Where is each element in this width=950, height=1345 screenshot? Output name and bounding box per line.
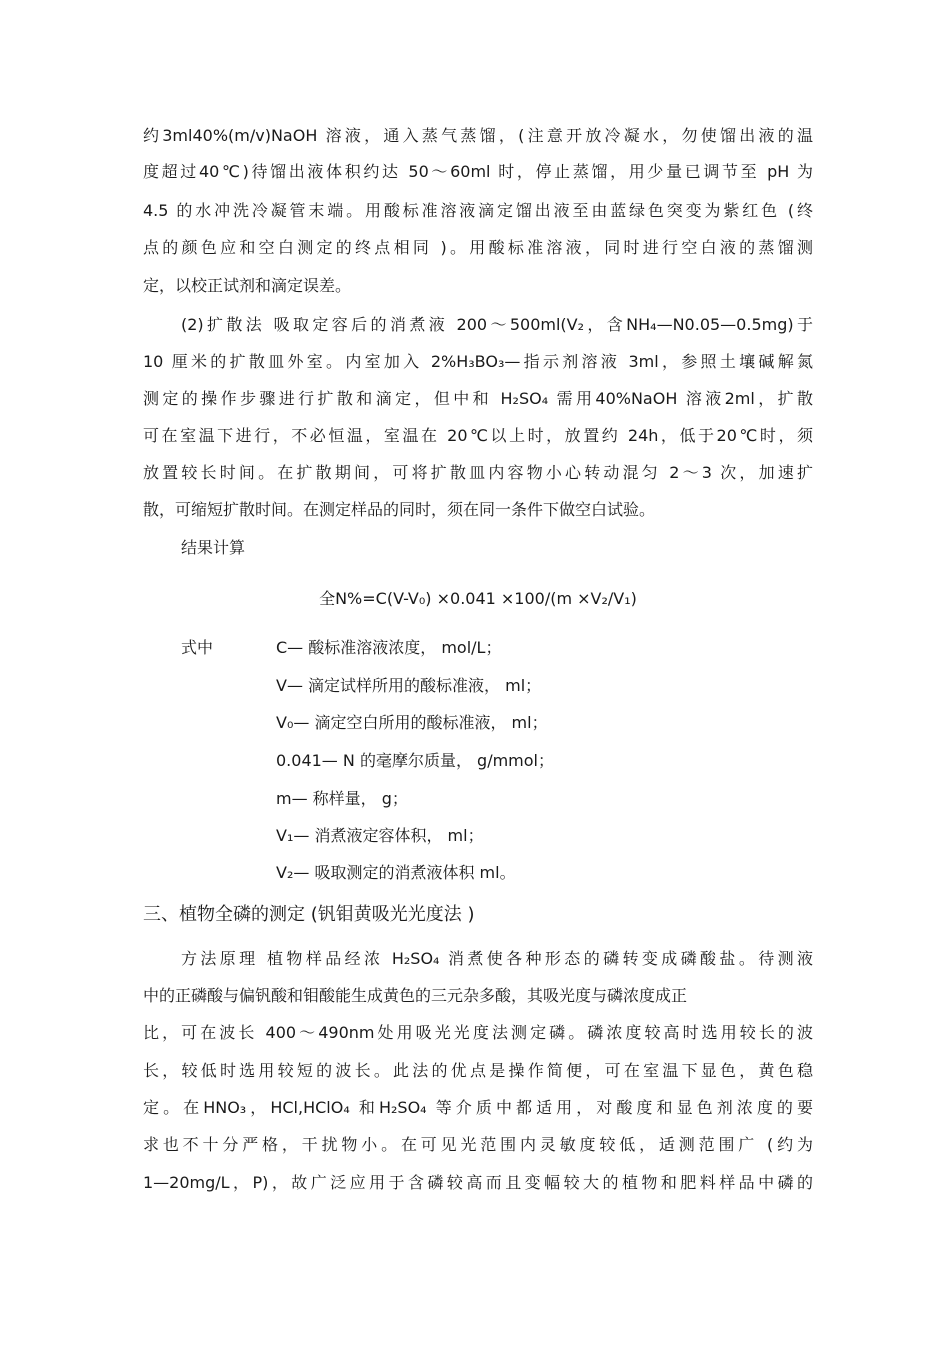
variable-definitions-label: 式中: [181, 638, 214, 657]
text-line: 1—20mg/L，P)，故广泛应用于含磷较高而且变幅较大的植物和肥料样品中磷的: [143, 1173, 813, 1192]
variable-definition: V₂— 吸取测定的消煮液体积 ml。: [276, 863, 516, 882]
variable-definition: m— 称样量， g；: [276, 789, 408, 808]
text-line: 比，可在波长 400～490nm处用吸光光度法测定磷。磷浓度较高时选用较长的波: [143, 1023, 813, 1042]
text-line: 点的颜色应和空白测定的终点相同 )。用酸标准溶液，同时进行空白液的蒸馏测: [143, 238, 813, 257]
text-line: 测定的操作步骤进行扩散和滴定，但中和 H₂SO₄ 需用40%NaOH 溶液2ml，扩散: [143, 389, 813, 408]
variable-definition: V— 滴定试样所用的酸标准液， ml；: [276, 676, 542, 695]
text-line: 放置较长时间。在扩散期间，可将扩散皿内容物小心转动混匀 2～3 次，加速扩: [143, 463, 813, 482]
section-heading: 三、植物全磷的测定 (钒钼黄吸光光度法 ): [143, 904, 475, 925]
text-line: 求也不十分严格，干扰物小。在可见光范围内灵敏度较低，适测范围广 (约为: [143, 1135, 813, 1154]
text-line: 散，可缩短扩散时间。在测定样品的同时，须在同一条件下做空白试验。: [143, 500, 656, 519]
text-line: 定。在HNO₃，HCl,HClO₄ 和H₂SO₄ 等介质中都适用，对酸度和显色剂浓度的要: [143, 1098, 813, 1117]
text-line: 4.5 的水冲洗冷凝管末端。用酸标准溶液滴定馏出液至由蓝绿色突变为紫红色 (终: [143, 201, 813, 220]
text-line: 长，较低时选用较短的波长。此法的优点是操作简便，可在室温下显色，黄色稳: [143, 1061, 813, 1080]
variable-definition: V₁— 消煮液定容体积， ml；: [276, 826, 484, 845]
section-label: 结果计算: [181, 538, 246, 557]
text-line: 10 厘米的扩散皿外室。内室加入 2%H₃BO₃—指示剂溶液 3ml，参照土壤碱解氮: [143, 352, 813, 371]
variable-definition: C— 酸标准溶液浓度， mol/L；: [276, 638, 502, 657]
text-line: 方法原理 植物样品经浓 H₂SO₄ 消煮使各种形态的磷转变成磷酸盐。待测液: [181, 949, 813, 968]
text-line: 定，以校正试剂和滴定误差。: [143, 276, 352, 295]
text-line: 约3ml40%(m/v)NaOH 溶液，通入蒸气蒸馏，(注意开放冷凝水，勿使馏出液的温: [143, 126, 813, 145]
text-line: 可在室温下进行，不必恒温，室温在 20℃以上时，放置约 24h，低于20℃时，须: [143, 426, 813, 445]
variable-definition: V₀— 滴定空白所用的酸标准液， ml；: [276, 713, 548, 732]
text-line: 度超过40℃)待馏出液体积约达 50～60ml 时，停止蒸馏，用少量已调节至 pH 为: [143, 162, 813, 181]
variable-definition: 0.041— N 的毫摩尔质量， g/mmol；: [276, 751, 554, 770]
text-line: (2)扩散法 吸取定容后的消煮液 200～500ml(V₂，含NH₄—N0.05—0.5mg)于: [181, 315, 813, 334]
formula: 全N%=C(V-V₀) ×0.041 ×100/(m ×V₂/V₁): [319, 589, 637, 608]
text-line: 中的正磷酸与偏钒酸和钼酸能生成黄色的三元杂多酸，其吸光度与磷浓度成正: [143, 986, 688, 1005]
